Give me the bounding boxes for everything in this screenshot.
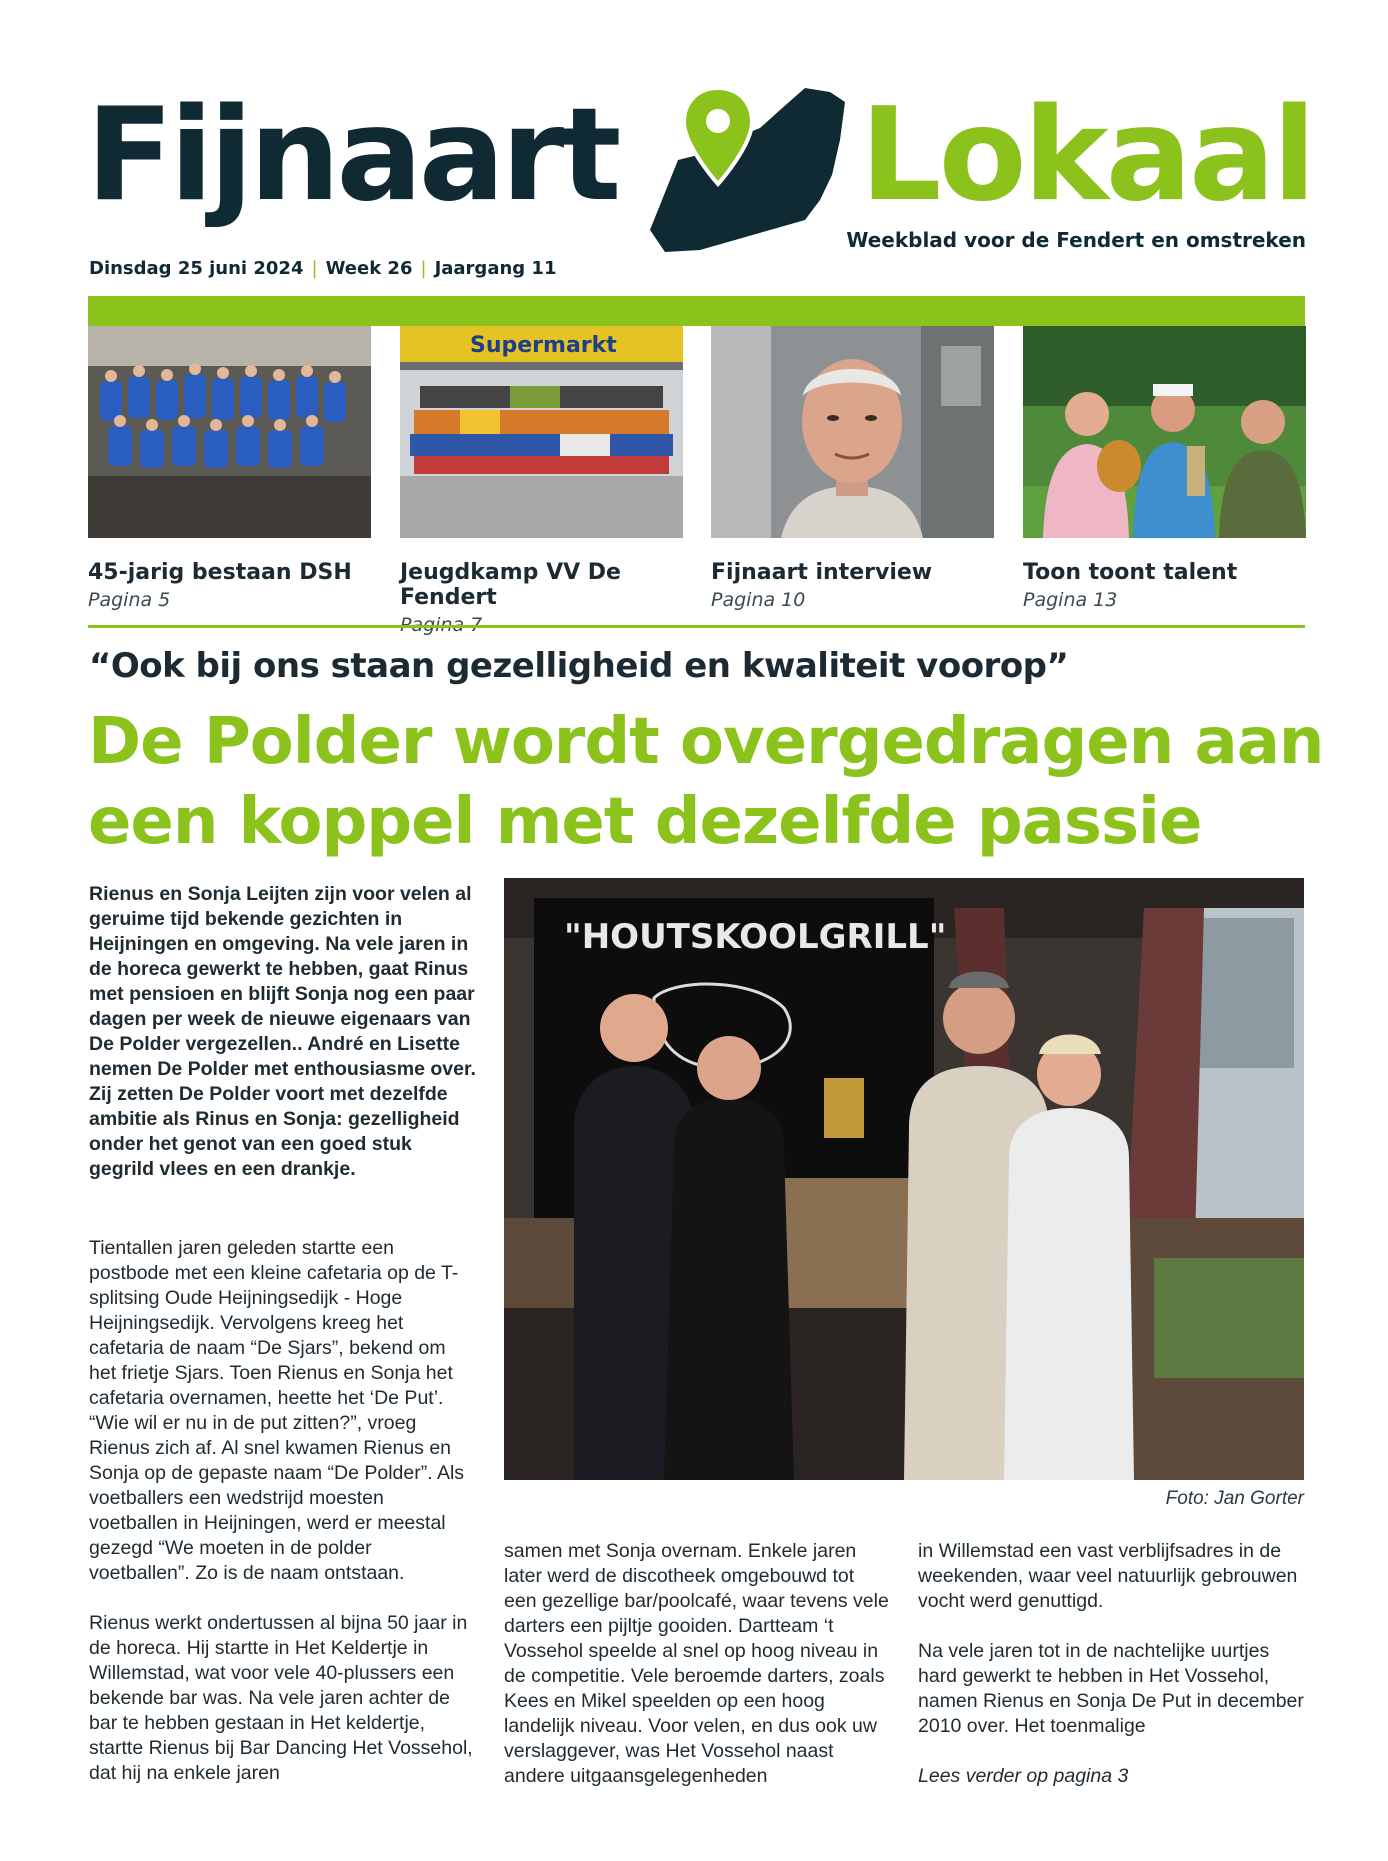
teaser-page: Pagina 10 xyxy=(711,589,806,611)
teaser-interview[interactable] xyxy=(711,326,994,611)
issue-volume: Jaargang 11 xyxy=(434,258,557,279)
map-pin-logo-icon xyxy=(640,80,850,255)
teaser-page: Pagina 13 xyxy=(1023,589,1118,611)
teaser-photo-interview-portrait xyxy=(711,326,994,538)
issue-date: Dinsdag 25 juni 2024 xyxy=(89,258,304,279)
houtskoolgrill-sign: "HOUTSKOOLGRILL" xyxy=(564,917,947,957)
section-divider xyxy=(88,625,1305,628)
supermarkt-sign: Supermarkt xyxy=(470,333,617,358)
article-kicker: “Ook bij ons staan gezelligheid en kwaliteit voorop” xyxy=(89,646,1069,686)
photo-credit: Foto: Jan Gorter xyxy=(1165,1488,1304,1509)
newspaper-title-left: Fijnaart xyxy=(86,81,618,230)
teaser-page: Pagina 5 xyxy=(88,589,171,611)
article-headline: De Polder wordt overgedragen aan een koppel met dezelfde passie xyxy=(88,705,1324,859)
continued-link[interactable]: Lees verder op pagina 3 xyxy=(918,1765,1129,1787)
article-intro: Rienus en Sonja Leijten zijn voor velen al geruime tijd bekende gezichten in Heijningen en omgeving. Na vele jaren in de horeca gewerkt te hebben, gaat Rinus met pensioen en blijft Sonja nog een paar dagen per week de nieuwe eigenaars van De Polder vergezellen.. André en Lisette nemen De Polder met enthousiasme over. Zij zetten De Polder voort met dezelfde ambitie als Rinus en Sonja: gezelligheid onder het genot van een goed stuk gegrild vlees en een drankje. xyxy=(89,883,476,1180)
teaser-photo-team-group xyxy=(88,326,371,538)
teaser-title: Toon toont talent xyxy=(1023,560,1238,585)
teaser-title: 45-jarig bestaan DSH xyxy=(88,560,352,585)
teaser-title: Fijnaart interview xyxy=(711,560,933,585)
teaser-title: Jeugdkamp VV De Fendert xyxy=(400,560,621,610)
article-column-3 xyxy=(918,1539,1306,1789)
separator: | xyxy=(420,258,427,279)
issue-week: Week 26 xyxy=(325,258,413,279)
teaser-photo-golf-trophy xyxy=(1023,326,1306,538)
article-paragraph: Na vele jaren tot in de nachtelijke uurtjes hard gewerkt te hebben in Het Vossehol, namen Rienus en Sonja De Put in december 2010 over. Het toenmalige xyxy=(918,1640,1304,1737)
teaser-dsh[interactable] xyxy=(88,326,371,611)
article-paragraph: Tientallen jaren geleden startte een postbode met een kleine cafetaria op de T-splitsing Oude Heijningsedijk - Hoge Heijningsedijk. Vervolgens kreeg het cafetaria de naam “De Sjars”, bekend om het frietje Sjars. Toen Rienus en Sonja het cafetaria overnamen, heette het ‘De Put’. “Wie wil er nu in de put zitten?”, vroeg Rienus zich af. Al snel kwamen Rienus en Sonja op de gepaste naam “De Polder”. Als voetballers een wedstrijd moesten voetballen in Heijningen, werd er meestal gezegd “We moeten in de polder voetballen”. Zo is de naam ontstaan. xyxy=(89,1237,465,1584)
newspaper-title-right: Lokaal xyxy=(860,81,1314,230)
masthead-green-bar xyxy=(88,296,1305,326)
teaser-photo-youth-camp xyxy=(400,326,683,538)
tagline: Weekblad voor de Fendert en omstreken xyxy=(846,228,1306,252)
article-paragraph: in Willemstad een vast verblijfsadres in de weekenden, waar veel natuurlijk gebrouwen vocht werd genuttigd. xyxy=(918,1540,1298,1612)
teaser-jeugdkamp[interactable] xyxy=(400,326,683,636)
article-column-2: samen met Sonja overnam. Enkele jaren later werd de discotheek omgebouwd tot een gezellige bar/poolcafé, waar tevens vele darters een pijltje gooiden. Dartteam ‘t Vossehol speelde al snel op hoog niveau in de competitie. Vele beroemde darters, zoals Kees en Mikel speelden op een hoog landelijk niveau. Voor velen, en dus ook uw verslaggever, was Het Vossehol naast andere uitgaansgelegenheden xyxy=(504,1540,889,1787)
separator: | xyxy=(311,258,318,279)
article-paragraph: Rienus werkt ondertussen al bijna 50 jaar in de horeca. Hij startte in Het Keldertje in Willemstad, wat voor vele 40-plussers een bekende bar was. Na vele jaren achter de bar te hebben gestaan in Het keldertje, startte Rienus bij Bar Dancing Het Vossehol, dat hij na enkele jaren xyxy=(89,1612,473,1784)
dateline xyxy=(89,258,556,279)
teaser-toon[interactable] xyxy=(1023,326,1306,611)
article-photo-restaurant-owners xyxy=(504,878,1304,1480)
article-column-1 xyxy=(89,1236,477,1786)
